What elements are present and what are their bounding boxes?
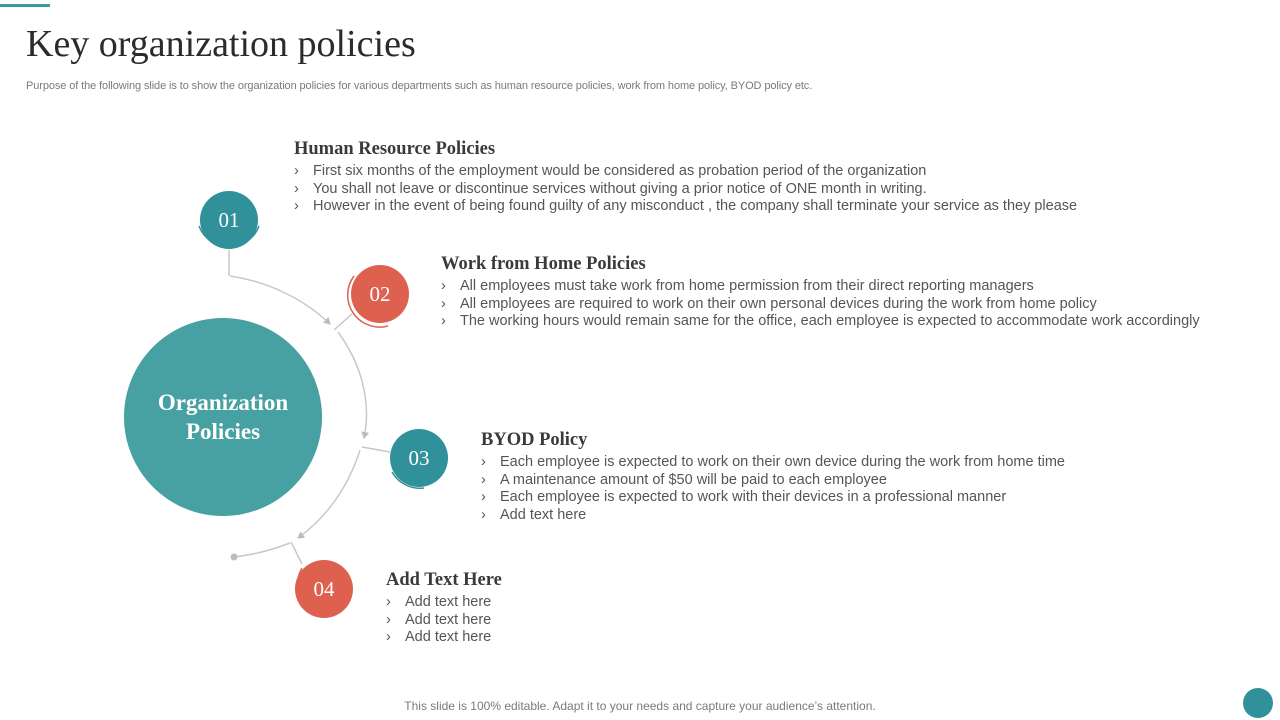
section-heading: Human Resource Policies — [294, 139, 496, 159]
section-heading: BYOD Policy — [481, 430, 588, 450]
section-heading: Add Text Here — [386, 570, 502, 590]
section-heading: Work from Home Policies — [441, 254, 646, 274]
section-work-from-home — [441, 254, 1200, 331]
corner-dot — [1243, 688, 1273, 718]
chevron-right-icon: › — [441, 313, 446, 330]
chevron-right-icon: › — [386, 629, 391, 646]
badge-04: 04 — [295, 560, 353, 618]
chevron-right-icon: › — [481, 506, 486, 523]
bullet-item: › However in the event of being found guilty of any misconduct , the company shall terminate your service as they please — [294, 198, 1078, 215]
arc-end-dot — [231, 554, 238, 561]
badge-01: 01 — [200, 191, 258, 249]
bullet-item: › All employees must take work from home permission from their direct reporting managers — [441, 278, 1034, 294]
chevron-right-icon: › — [481, 454, 486, 470]
chevron-right-icon: › — [441, 295, 446, 312]
chevron-right-icon: › — [481, 489, 486, 506]
footer-note: This slide is 100% editable. Adapt it to your needs and capture your audience’s attention. — [404, 699, 876, 713]
badge-02: 02 — [351, 265, 409, 323]
leader-line-02 — [334, 314, 352, 330]
center-label — [143, 388, 303, 446]
leader-line-04 — [291, 542, 302, 564]
chevron-right-icon: › — [441, 278, 446, 294]
chevron-right-icon: › — [294, 198, 299, 215]
connector-arc-2 — [338, 332, 366, 438]
section-add-text — [386, 570, 502, 647]
center-label-line2: Policies — [185, 419, 261, 444]
chevron-right-icon: › — [294, 180, 299, 197]
bullet-item: › Add text here — [386, 594, 492, 610]
badge-03: 03 — [390, 429, 448, 487]
section-byod — [481, 430, 1065, 524]
center-label-line1: Organization — [157, 390, 289, 415]
chevron-right-icon: › — [386, 594, 391, 610]
connector-arc-4 — [234, 543, 290, 557]
bullet-item: › Add text here — [386, 629, 492, 646]
section-human-resource — [294, 139, 1077, 216]
bullet-item: › All employees are required to work on their own personal devices during the work from home policy — [441, 295, 1097, 312]
page-subtitle: Purpose of the following slide is to show the organization policies for various departments such as human resource policies, work from home policy, BYOD policy etc. — [26, 80, 813, 92]
bullet-item: › First six months of the employment would be considered as probation period of the organization — [294, 163, 927, 179]
connector-arc-1 — [230, 276, 330, 324]
chevron-right-icon: › — [481, 471, 486, 488]
center-circle — [124, 318, 322, 516]
bullet-item: › You shall not leave or discontinue services without giving a prior notice of ONE month in writing. — [294, 180, 927, 197]
leader-line-03 — [362, 447, 390, 452]
chevron-right-icon: › — [294, 163, 299, 179]
bullet-item: › Each employee is expected to work with their devices in a professional manner — [481, 489, 1007, 506]
chevron-right-icon: › — [386, 611, 391, 628]
page-title: Key organization policies — [26, 23, 416, 65]
bullet-item: › Add text here — [386, 611, 492, 628]
bullet-item: › The working hours would remain same for the office, each employee is expected to accommodate work accordingly — [441, 313, 1200, 330]
bullet-item: › Each employee is expected to work on their own device during the work from home time — [481, 454, 1065, 470]
bullet-item: › A maintenance amount of $50 will be paid to each employee — [481, 471, 887, 488]
bullet-item: › Add text here — [481, 506, 587, 523]
